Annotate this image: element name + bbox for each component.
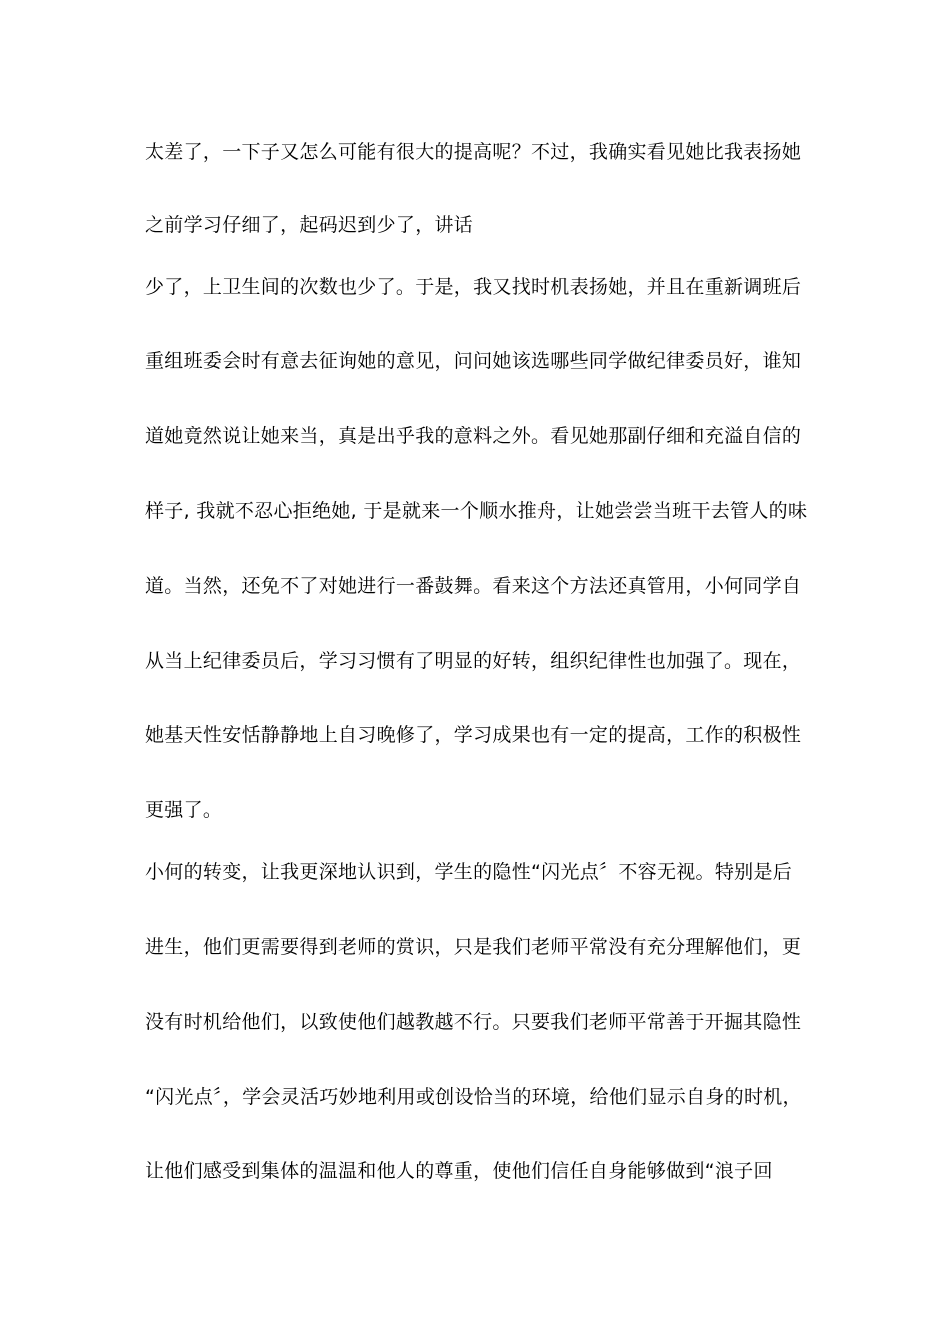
paragraph-line: 之前学习仔细了，起码迟到少了，讲话 xyxy=(145,214,474,236)
paragraph-line: 道。当然，还免不了对她进行一番鼓舞。看来这个方法还真管用，小何同学自 xyxy=(145,575,802,597)
paragraph-line: 小何的转变，让我更深地认识到，学生的隐性“闪光点〞不容无视。特别是后 xyxy=(145,861,793,883)
paragraph-line: 太差了，一下子又怎么可能有很大的提高呢？不过，我确实看见她比我表扬她 xyxy=(145,141,802,163)
paragraph-line: 更强了。 xyxy=(145,799,223,821)
paragraph-line: “闪光点〞，学会灵活巧妙地利用或创设恰当的环境，给他们显示自身的时机， xyxy=(145,1086,802,1108)
paragraph-line: 道她竟然说让她来当，真是出乎我的意料之外。看见她那副仔细和充溢自信的 xyxy=(145,425,802,447)
paragraph-line: 没有时机给他们，以致使他们越教越不行。只要我们老师平常善于开掘其隐性 xyxy=(145,1011,802,1033)
paragraph-line: 让他们感受到集体的温温和他人的尊重，使他们信任自身能够做到“浪子回 xyxy=(145,1160,773,1182)
paragraph-line: 少了，上卫生间的次数也少了。于是，我又找时机表扬她，并且在重新调班后 xyxy=(145,276,802,298)
paragraph-line: 重组班委会时有意去征询她的意见，问问她该选哪些同学做纪律委员好，谁知 xyxy=(145,350,802,372)
paragraph-line: 进生，他们更需要得到老师的赏识，只是我们老师平常没有充分理解他们，更 xyxy=(145,936,802,958)
paragraph-line: 她基天性安恬静静地上自习晚修了，学习成果也有一定的提高，工作的积极性 xyxy=(145,724,802,746)
paragraph-line: 从当上纪律委员后，学习习惯有了明显的好转，组织纪律性也加强了。现在， xyxy=(145,650,802,672)
paragraph-line: 样子, 我就不忍心拒绝她, 于是就来一个顺水推舟，让她尝尝当班干去管人的味 xyxy=(145,500,808,522)
